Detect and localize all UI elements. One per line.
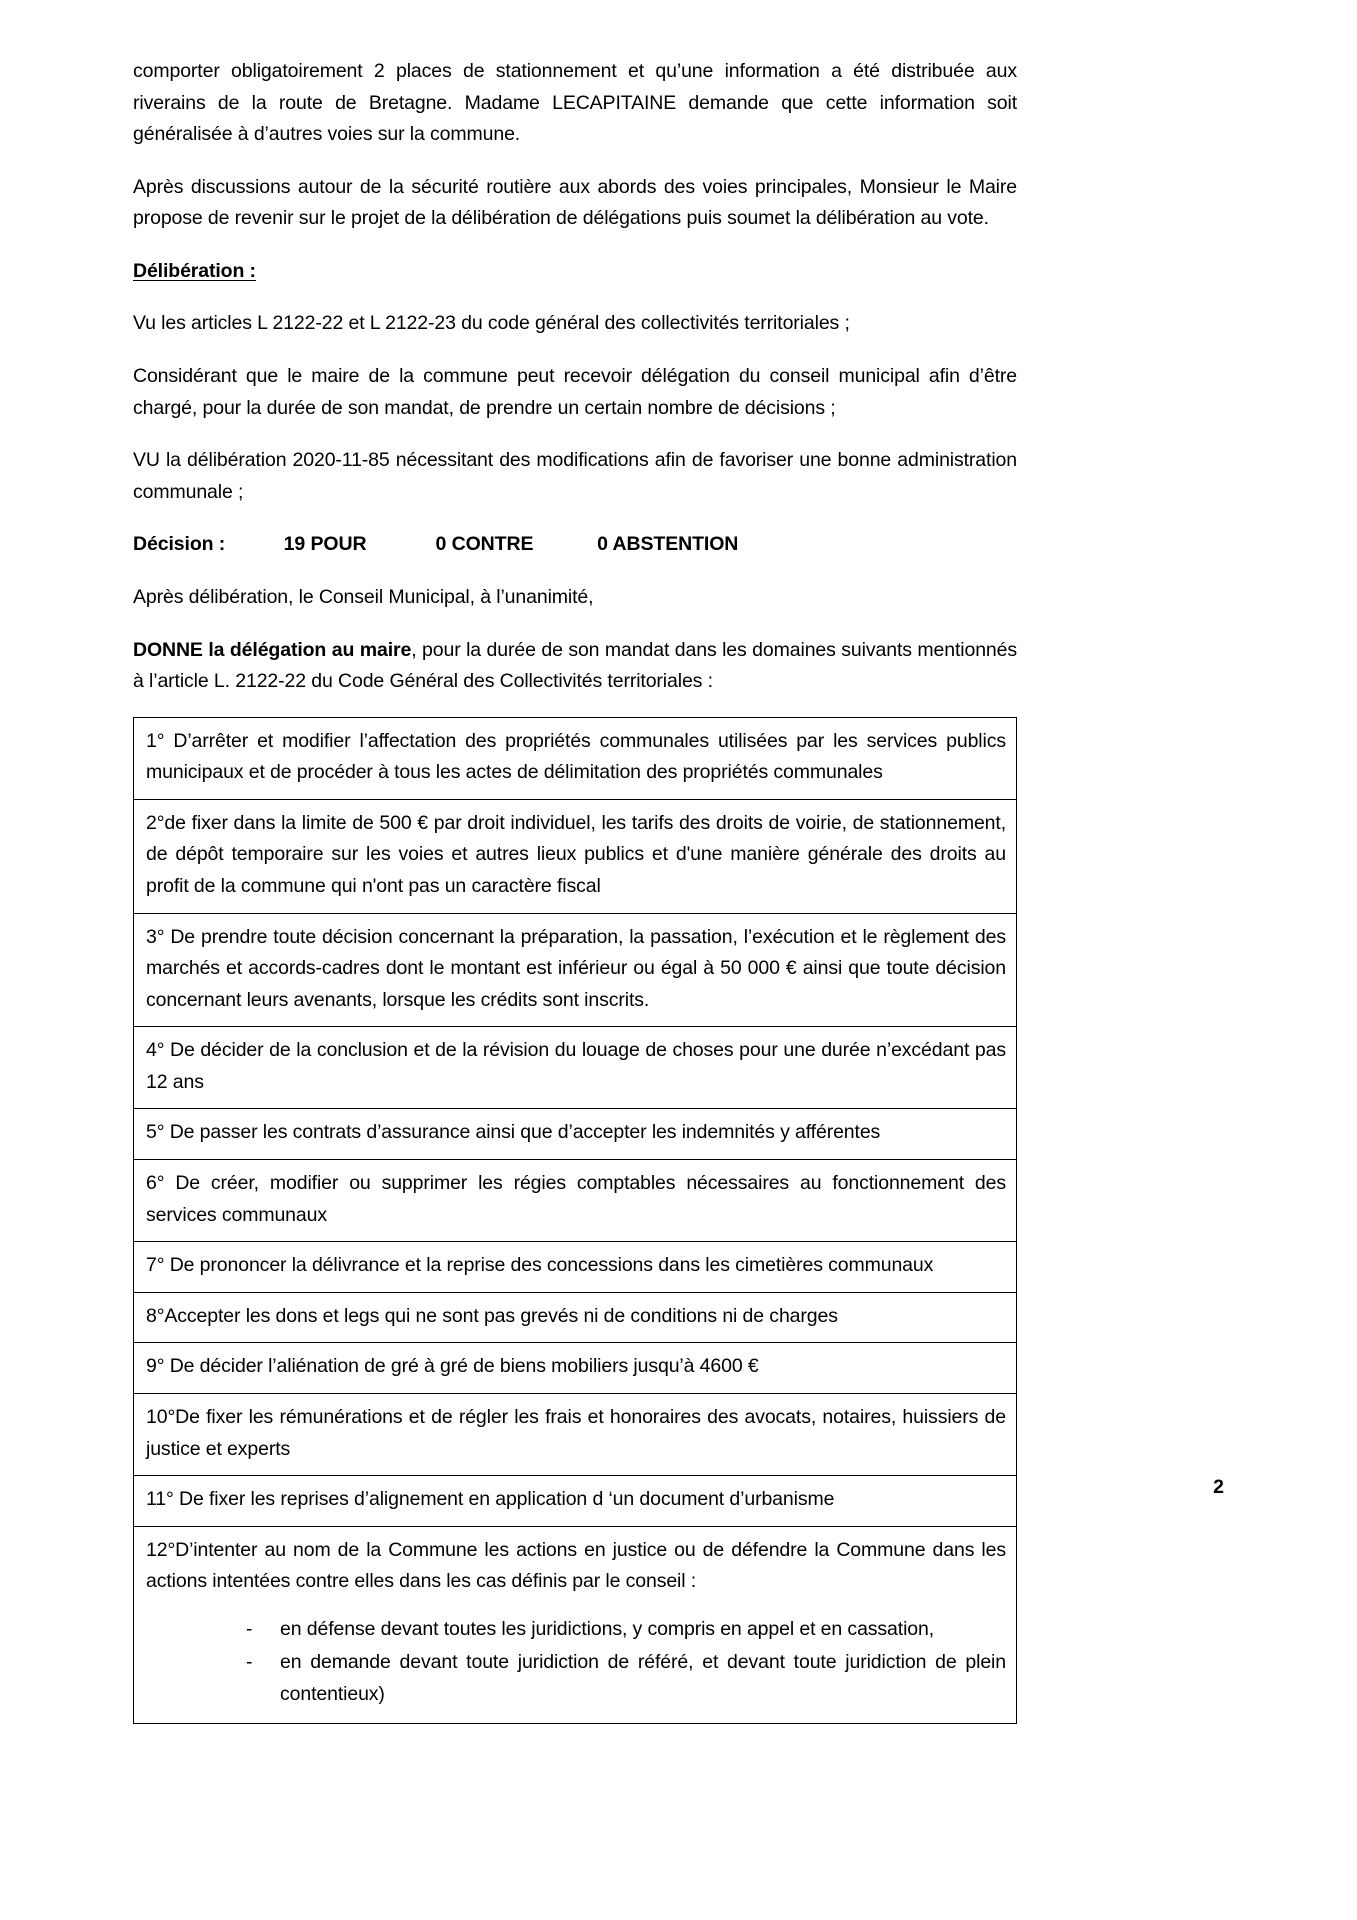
table-row — [134, 1526, 1017, 1723]
paragraph-donne-delegation — [133, 635, 1017, 698]
dash-bullet-icon: - — [246, 1651, 253, 1674]
paragraph-vu-deliberation-2020: VU la délibération 2020-11-85 nécessitant des modifications afin de favoriser une bonne administration communale ; — [133, 449, 1017, 503]
paragraph-considerant-maire: Considérant que le maire de la commune peut recevoir délégation du conseil municipal afin d’être chargé, pour la durée de son mandat, de prendre un certain nombre de décisions ; — [133, 365, 1017, 419]
delegation-table-wrapper — [133, 717, 1017, 1724]
table-row — [134, 1242, 1017, 1293]
heading-deliberation-label: Délibération : — [133, 259, 256, 282]
table-row — [134, 1160, 1017, 1242]
delegation-item-4: 4° De décider de la conclusion et de la révision du louage de choses pour une durée n’excédant pas 12 ans — [134, 1027, 1017, 1109]
table-row — [134, 1292, 1017, 1343]
list-item — [146, 1614, 1006, 1646]
table-row — [134, 717, 1017, 799]
dash-bullet-icon: - — [246, 1617, 253, 1640]
decision-vote-line: Décision : 19 POUR 0 CONTRE 0 ABSTENTION — [133, 533, 739, 556]
delegation-item-2: 2°de fixer dans la limite de 500 € par droit individuel, les tarifs des droits de voirie, de stationnement, de dépôt temporaire sur les voies et autres lieux publics et d'une manière générale des droits au profit de la commune qui n'ont pas un caractère fiscal — [134, 799, 1017, 913]
delegation-table — [133, 717, 1017, 1724]
delegation-item-3: 3° De prendre toute décision concernant la préparation, la passation, l’exécution et le règlement des marchés et accords-cadres dont le montant est inférieur ou égal à 50 000 € ainsi que toute décision concernant leurs avenants, lorsque les crédits sont inscrits. — [134, 913, 1017, 1027]
table-row — [134, 1393, 1017, 1475]
table-row — [134, 1027, 1017, 1109]
heading-deliberation — [133, 256, 1017, 288]
bullet-text-defense: en défense devant toutes les juridictions, y compris en appel et en cassation, — [280, 1617, 935, 1640]
paragraph-apres-deliberation: Après délibération, le Conseil Municipal, à l’unanimité, — [133, 585, 594, 608]
delegation-item-6: 6° De créer, modifier ou supprimer les régies comptables nécessaires au fonctionnement des services communaux — [134, 1160, 1017, 1242]
table-row — [134, 1343, 1017, 1394]
paragraph-discussions-securite: Après discussions autour de la sécurité routière aux abords des voies principales, Monsieur le Maire propose de revenir sur le projet de la délibération de délégations puis soumet la délibération au vote. — [133, 175, 1017, 230]
delegation-item-12-bullets — [146, 1614, 1006, 1711]
donne-delegation-rest: , pour la durée de son mandat dans les domaines suivants mentionnés à l’article L. 2122-22 du Code Général des Collectivités territoriales : — [133, 638, 1018, 693]
delegation-item-1: 1° D’arrêter et modifier l’affectation des propriétés communales utilisées par les services publics municipaux et de procéder à tous les actes de délimitation des propriétés communales — [134, 717, 1017, 799]
document-body — [133, 56, 1017, 1724]
page-number: 2 — [1213, 1476, 1224, 1498]
paragraph-intro-stationnement: comporter obligatoirement 2 places de stationnement et qu’une information a été distribuée aux riverains de la route de Bretagne. Madame LECAPITAINE demande que cette information soit généralisée à d’autres voies sur la commune. — [133, 60, 1017, 146]
paragraph-vu-articles: Vu les articles L 2122-22 et L 2122-23 du code général des collectivités territoriales ; — [133, 312, 850, 335]
table-row — [134, 1109, 1017, 1160]
delegation-item-5: 5° De passer les contrats d’assurance ainsi que d’accepter les indemnités y afférentes — [134, 1109, 1017, 1160]
delegation-item-11: 11° De fixer les reprises d’alignement en application d ‘un document d’urbanisme — [134, 1476, 1017, 1527]
table-row — [134, 913, 1017, 1027]
delegation-item-10: 10°De fixer les rémunérations et de régler les frais et honoraires des avocats, notaires, huissiers de justice et experts — [134, 1393, 1017, 1475]
table-row — [134, 799, 1017, 913]
list-item — [146, 1647, 1006, 1710]
delegation-item-7: 7° De prononcer la délivrance et la reprise des concessions dans les cimetières communaux — [134, 1242, 1017, 1293]
donne-delegation-bold: DONNE la délégation au maire — [133, 638, 412, 661]
delegation-item-12 — [134, 1526, 1017, 1723]
bullet-text-demande: en demande devant toute juridiction de référé, et devant toute juridiction de plein contentieux) — [280, 1651, 1006, 1705]
delegation-item-8: 8°Accepter les dons et legs qui ne sont pas grevés ni de conditions ni de charges — [134, 1292, 1017, 1343]
delegation-item-9: 9° De décider l’aliénation de gré à gré de biens mobiliers jusqu’à 4600 € — [134, 1343, 1017, 1394]
delegation-item-12-text: 12°D’intenter au nom de la Commune les actions en justice ou de défendre la Commune dans les actions intentées contre elles dans les cas définis par le conseil : — [146, 1538, 1006, 1593]
table-row — [134, 1476, 1017, 1527]
